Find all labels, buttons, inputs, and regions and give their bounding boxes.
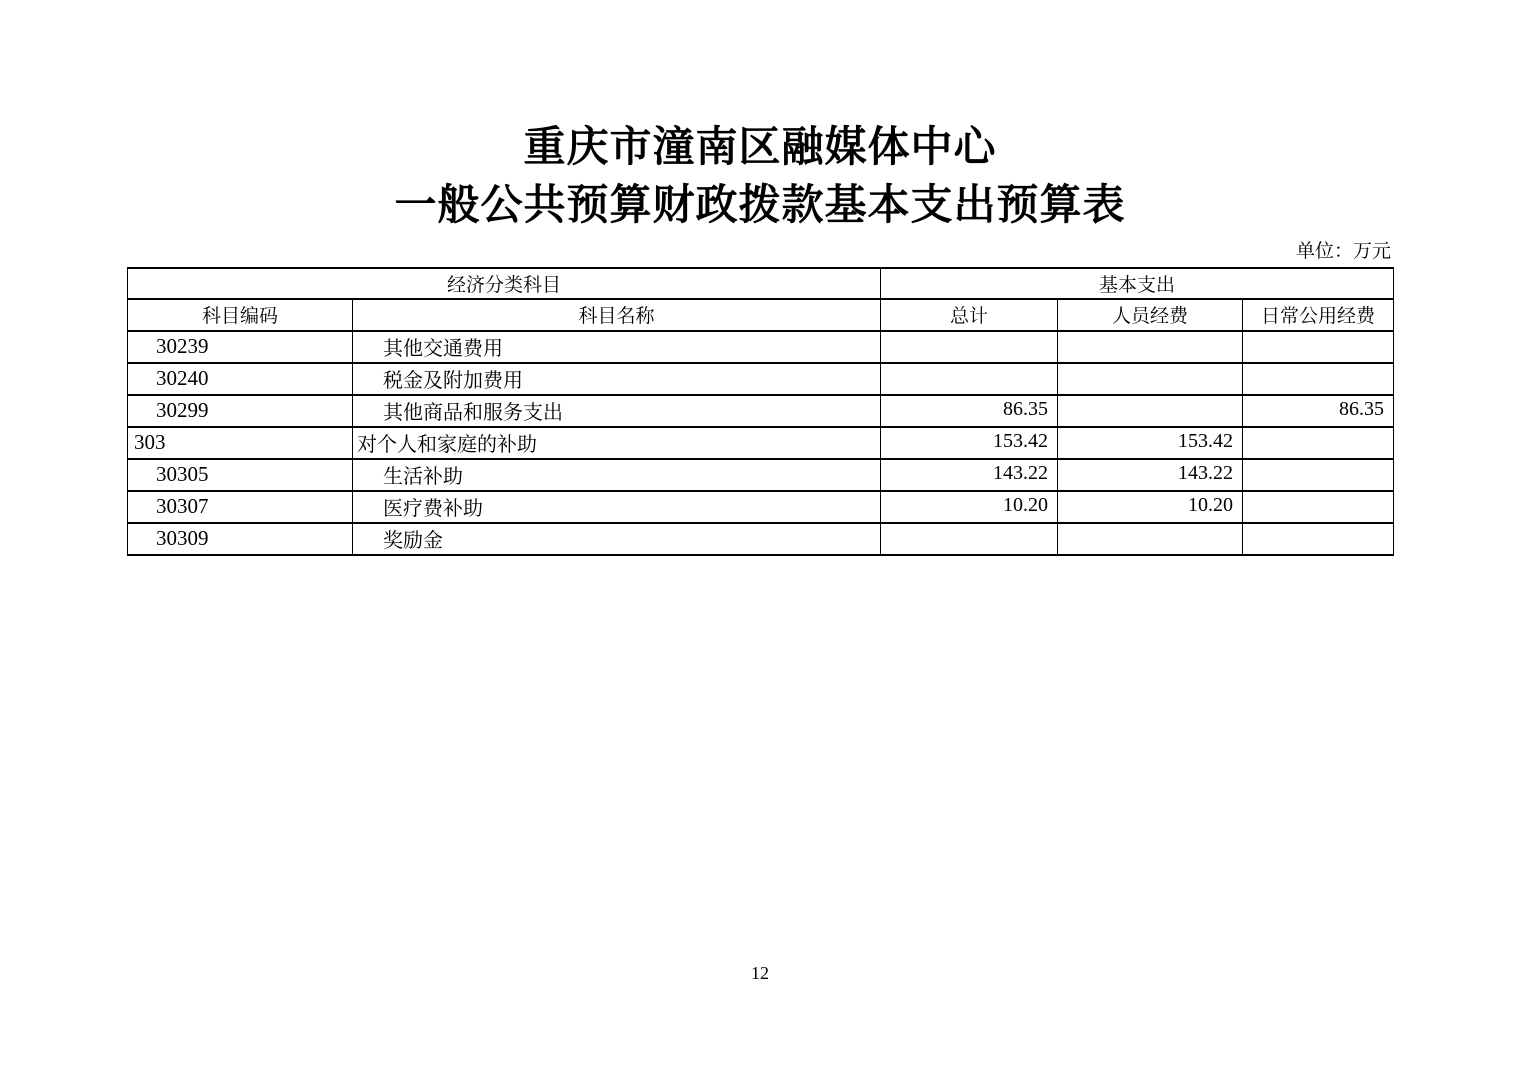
cell-personnel <box>1058 395 1243 427</box>
cell-subject-code: 30309 <box>128 523 353 555</box>
cell-subject-code: 30299 <box>128 395 353 427</box>
header-basic-expenditure: 基本支出 <box>881 268 1394 299</box>
cell-subject-code: 30239 <box>128 331 353 363</box>
cell-subject-name: 对个人和家庭的补助 <box>353 427 881 459</box>
table-row <box>128 491 1394 523</box>
cell-subject-name: 生活补助 <box>353 459 881 491</box>
cell-subject-code: 303 <box>128 427 353 459</box>
cell-daily <box>1243 427 1394 459</box>
cell-total: 143.22 <box>881 459 1058 491</box>
table-row <box>128 363 1394 395</box>
cell-subject-name: 其他交通费用 <box>353 331 881 363</box>
cell-daily <box>1243 363 1394 395</box>
unit-label: 单位：万元 <box>1295 240 1391 262</box>
cell-daily: 86.35 <box>1243 395 1394 427</box>
cell-subject-code: 30307 <box>128 491 353 523</box>
cell-personnel: 153.42 <box>1058 427 1243 459</box>
cell-total: 153.42 <box>881 427 1058 459</box>
cell-personnel <box>1058 363 1243 395</box>
table-header-row <box>128 299 1394 331</box>
cell-subject-name: 税金及附加费用 <box>353 363 881 395</box>
header-daily-public-funds: 日常公用经费 <box>1243 299 1394 331</box>
cell-subject-name: 医疗费补助 <box>353 491 881 523</box>
page-number: 12 <box>751 963 769 983</box>
cell-personnel <box>1058 523 1243 555</box>
cell-total: 10.20 <box>881 491 1058 523</box>
table-row <box>128 523 1394 555</box>
title-line-1: 重庆市潼南区融媒体中心 <box>523 125 997 171</box>
cell-daily <box>1243 331 1394 363</box>
cell-personnel: 143.22 <box>1058 459 1243 491</box>
cell-total <box>881 523 1058 555</box>
cell-subject-name: 其他商品和服务支出 <box>353 395 881 427</box>
cell-total: 86.35 <box>881 395 1058 427</box>
header-personnel-funds: 人员经费 <box>1058 299 1243 331</box>
document-title <box>0 0 1520 236</box>
title-line-2: 一般公共预算财政拨款基本支出预算表 <box>394 182 1126 229</box>
header-subject-name: 科目名称 <box>353 299 881 331</box>
cell-subject-code: 30305 <box>128 459 353 491</box>
table-header-group-row <box>128 268 1394 299</box>
content-area <box>127 236 1393 556</box>
header-economic-classification: 经济分类科目 <box>128 268 881 299</box>
budget-table <box>127 267 1394 556</box>
table-row <box>128 427 1394 459</box>
cell-personnel <box>1058 331 1243 363</box>
header-total: 总计 <box>881 299 1058 331</box>
cell-subject-name: 奖励金 <box>353 523 881 555</box>
table-row <box>128 459 1394 491</box>
header-subject-code: 科目编码 <box>128 299 353 331</box>
cell-subject-code: 30240 <box>128 363 353 395</box>
cell-personnel: 10.20 <box>1058 491 1243 523</box>
cell-daily <box>1243 523 1394 555</box>
cell-daily <box>1243 491 1394 523</box>
cell-total <box>881 331 1058 363</box>
cell-daily <box>1243 459 1394 491</box>
table-row <box>128 395 1394 427</box>
table-row <box>128 331 1394 363</box>
cell-total <box>881 363 1058 395</box>
